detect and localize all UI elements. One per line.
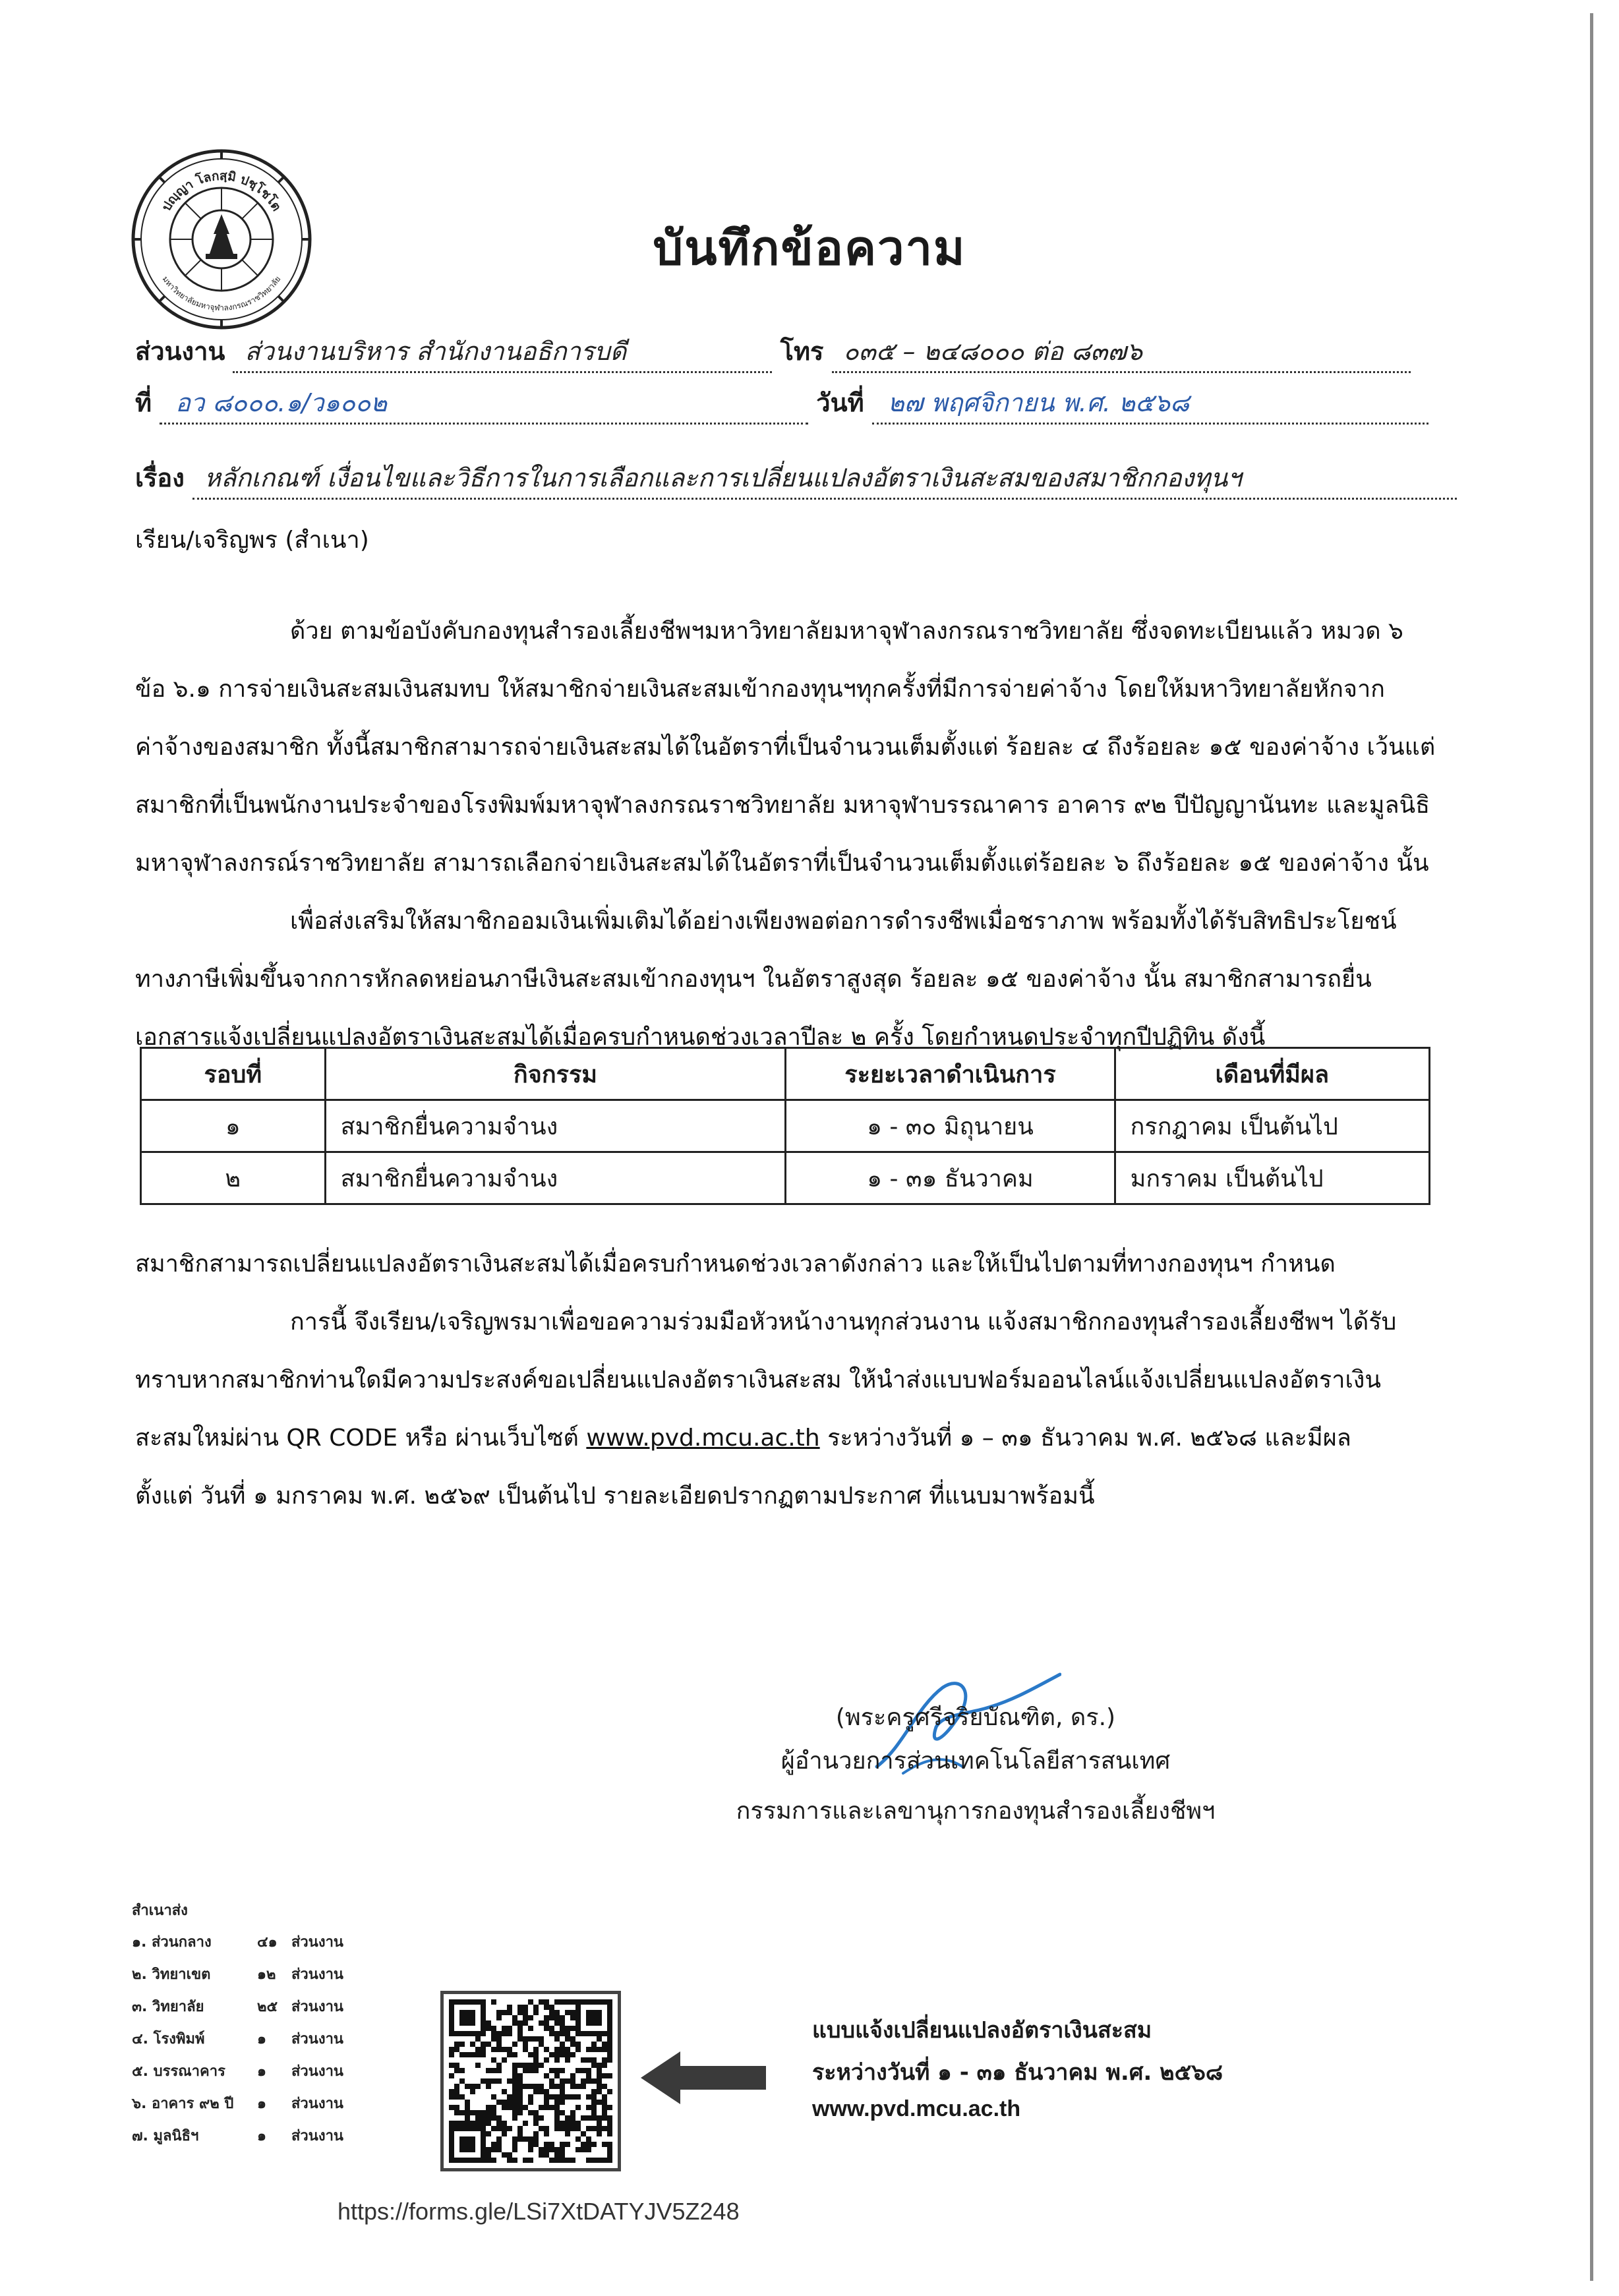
- qr-finder-center: [586, 2010, 602, 2026]
- dept-value: ส่วนงานบริหาร สำนักงานอธิการบดี: [233, 331, 772, 373]
- date-value: ๒๗ พฤศจิกายน พ.ศ. ๒๕๖๘: [872, 382, 1428, 425]
- para3-line: การนี้ จึงเรียน/เจริญพรมาเพื่อขอความร่วมมือหัวหน้างานทุกส่วนงาน แจ้งสมาชิกกองทุนสำรองเลี้ยงชีพฯ ได้รับ: [290, 1309, 1397, 1336]
- dept-label: ส่วนงาน: [135, 337, 225, 366]
- para1-line: สมาชิกที่เป็นพนักงานประจำของโรงพิมพ์มหาจุฬาลงกรณราชวิทยาลัย มหาจุฬาบรรณาคาร อาคาร ๙๒ ปีปัญญานันทะ และมูลนิธิ: [135, 792, 1430, 819]
- para1-line: ค่าจ้างของสมาชิก ทั้งนี้สมาชิกสามารถจ่ายเงินสะสมได้ในอัตราที่เป็นจำนวนเต็มตั้งแต่ ร้อยละ ๔ ถึงร้อยละ ๑๕ ของค่าจ้าง เว้นแต่: [135, 734, 1436, 761]
- list-item: ๖. อาคาร ๙๒ ปี ๑ ส่วนงาน: [132, 2096, 343, 2112]
- table-header-cell: กิจกรรม: [325, 1048, 786, 1100]
- header-subject-row: [135, 457, 1457, 500]
- para1-line: มหาจุฬาลงกรณ์ราชวิทยาลัย สามารถเลือกจ่ายเงินสะสมได้ในอัตราที่เป็นจำนวนเต็มตั้งแต่ร้อยละ ๖ ถึงร้อยละ ๑๕ ของค่าจ้าง นั้น: [135, 850, 1429, 877]
- para2-line: เพื่อส่งเสริมให้สมาชิกออมเงินเพิ่มเติมได้อย่างเพียงพอต่อการดำรงชีพเมื่อชราภาพ พร้อมทั้งได้รับสิทธิประโยชน์: [290, 908, 1397, 935]
- para2-line: ทางภาษีเพิ่มขึ้นจากการหักลดหย่อนภาษีเงินสะสมเข้ากองทุนฯ ในอัตราสูงสุด ร้อยละ ๑๕ ของค่าจ้าง นั้น สมาชิกสามารถยื่น: [135, 966, 1372, 993]
- para3-text: ระหว่างวันที่ ๑ – ๓๑ ธันวาคม พ.ศ. ๒๕๖๘ และมีผล: [819, 1425, 1351, 1452]
- table-row: [141, 1152, 1430, 1204]
- table-cell: สมาชิกยื่นความจำนง: [325, 1152, 786, 1204]
- table-cell: มกราคม เป็นต้นไป: [1115, 1152, 1429, 1204]
- distribution-list: [132, 1930, 343, 2156]
- para3-line: [135, 1419, 1351, 1456]
- memo-title: บันทึกข้อความ: [653, 220, 966, 276]
- after-table-text: สมาชิกสามารถเปลี่ยนแปลงอัตราเงินสะสมได้เมื่อครบกำหนดช่วงเวลาดังกล่าว และให้เป็นไปตามที่ทางกองทุนฯ กำหนด: [135, 1251, 1336, 1278]
- subject-label: เรื่อง: [135, 463, 185, 492]
- header-ref-row: [135, 382, 1428, 425]
- website-link[interactable]: www.pvd.mcu.ac.th: [586, 1425, 820, 1452]
- table-cell: ๑ - ๓๑ ธันวาคม: [786, 1152, 1115, 1204]
- salutation: เรียน/เจริญพร (สำเนา): [135, 527, 369, 554]
- signer-position: ผู้อำนวยการส่วนเทคโนโลยีสารสนเทศ: [780, 1748, 1171, 1775]
- para3-line: ทราบหากสมาชิกท่านใดมีความประสงค์ขอเปลี่ยนแปลงอัตราเงินสะสม ให้นำส่งแบบฟอร์มออนไลน์แจ้งเปลี่ยนแปลงอัตราเงิน: [135, 1367, 1381, 1394]
- para1-line: ข้อ ๖.๑ การจ่ายเงินสะสมเงินสมทบ ให้สมาชิกจ่ายเงินสะสมเข้ากองทุนฯทุกครั้งที่มีการจ่ายค่าจ้าง โดยให้มหาวิทยาลัยหักจาก: [135, 676, 1385, 703]
- subject-value: หลักเกณฑ์ เงื่อนไขและวิธีการในการเลือกและการเปลี่ยนแปลงอัตราเงินสะสมของสมาชิกกองทุนฯ: [192, 457, 1457, 500]
- qr-finder-center: [459, 2136, 475, 2152]
- ref-label: ที่: [135, 388, 152, 417]
- list-item: ๗. มูลนิธิฯ ๑ ส่วนงาน: [132, 2128, 343, 2144]
- ref-value: อว ๘๐๐๐.๑/ว๑๐๐๒: [160, 382, 808, 425]
- table-header-cell: เดือนที่มีผล: [1115, 1048, 1429, 1100]
- qr-code[interactable]: [440, 1991, 621, 2171]
- qr-info-line: แบบแจ้งเปลี่ยนแปลงอัตราเงินสะสม: [812, 2017, 1152, 2044]
- scan-edge-line: [1590, 13, 1593, 2281]
- para3-text: สะสมใหม่ผ่าน QR CODE หรือ ผ่านเว็บไซต์: [135, 1425, 587, 1452]
- list-item: ๒. วิทยาเขต ๑๒ ส่วนงาน: [132, 1966, 343, 1983]
- tel-value: ๐๓๕ – ๒๔๘๐๐๐ ต่อ ๘๓๗๖: [832, 331, 1411, 373]
- list-item: ๓. วิทยาลัย ๒๕ ส่วนงาน: [132, 1999, 343, 2015]
- qr-info-url[interactable]: www.pvd.mcu.ac.th: [812, 2096, 1021, 2121]
- table-cell: สมาชิกยื่นความจำนง: [325, 1100, 786, 1152]
- signer-name: (พระครูศรีจริยบัณฑิต, ดร.): [835, 1704, 1116, 1731]
- header-dept-row: [135, 331, 1411, 373]
- tel-label: โทร: [780, 337, 824, 366]
- distribution-title: สำเนาส่ง: [132, 1902, 188, 1919]
- para1-line: ด้วย ตามข้อบังคับกองทุนสำรองเลี้ยงชีพฯมหาวิทยาลัยมหาจุฬาลงกรณราชวิทยาลัย ซึ่งจดทะเบียนแล้ว หมวด ๖: [290, 618, 1403, 645]
- qr-info-line: ระหว่างวันที่ ๑ - ๓๑ ธันวาคม พ.ศ. ๒๕๖๘: [812, 2059, 1223, 2086]
- table-header-row: [141, 1048, 1430, 1100]
- para3-line: ตั้งแต่ วันที่ ๑ มกราคม พ.ศ. ๒๕๖๙ เป็นต้นไป รายละเอียดปรากฏตามประกาศ ที่แนบมาพร้อมนี้: [135, 1483, 1095, 1510]
- seal-name: มหาวิทยาลัยมหาจุฬาลงกรณราชวิทยาลัย: [160, 274, 283, 313]
- table-cell: ๒: [141, 1152, 326, 1204]
- table-cell: กรกฎาคม เป็นต้นไป: [1115, 1100, 1429, 1152]
- signer-position: กรรมการและเลขานุการกองทุนสำรองเลี้ยงชีพฯ: [736, 1798, 1216, 1825]
- table-header-cell: รอบที่: [141, 1048, 326, 1100]
- qr-finder-center: [459, 2010, 475, 2026]
- list-item: ๑. ส่วนกลาง ๔๑ ส่วนงาน: [132, 1934, 343, 1951]
- schedule-table: [140, 1047, 1430, 1205]
- date-label: วันที่: [816, 388, 864, 417]
- arrow-left-icon: [641, 2051, 766, 2104]
- list-item: ๔. โรงพิมพ์ ๑ ส่วนงาน: [132, 2031, 343, 2047]
- list-item: ๕. บรรณาคาร ๑ ส่วนงาน: [132, 2063, 343, 2080]
- para2-line: เอกสารแจ้งเปลี่ยนแปลงอัตราเงินสะสมได้เมื่อครบกำหนดช่วงเวลาปีละ ๒ ครั้ง โดยกำหนดประจำทุกปีปฏิทิน ดังนี้: [135, 1024, 1266, 1051]
- table-header-cell: ระยะเวลาดำเนินการ: [786, 1048, 1115, 1100]
- form-url[interactable]: https://forms.gle/LSi7XtDATYJV5Z248: [338, 2198, 740, 2225]
- table-row: [141, 1100, 1430, 1152]
- table-cell: ๑ - ๓๐ มิถุนายน: [786, 1100, 1115, 1152]
- seal-motto: ปญฺญา โลกสฺมิ ปชฺโชโต: [159, 168, 284, 214]
- table-cell: ๑: [141, 1100, 326, 1152]
